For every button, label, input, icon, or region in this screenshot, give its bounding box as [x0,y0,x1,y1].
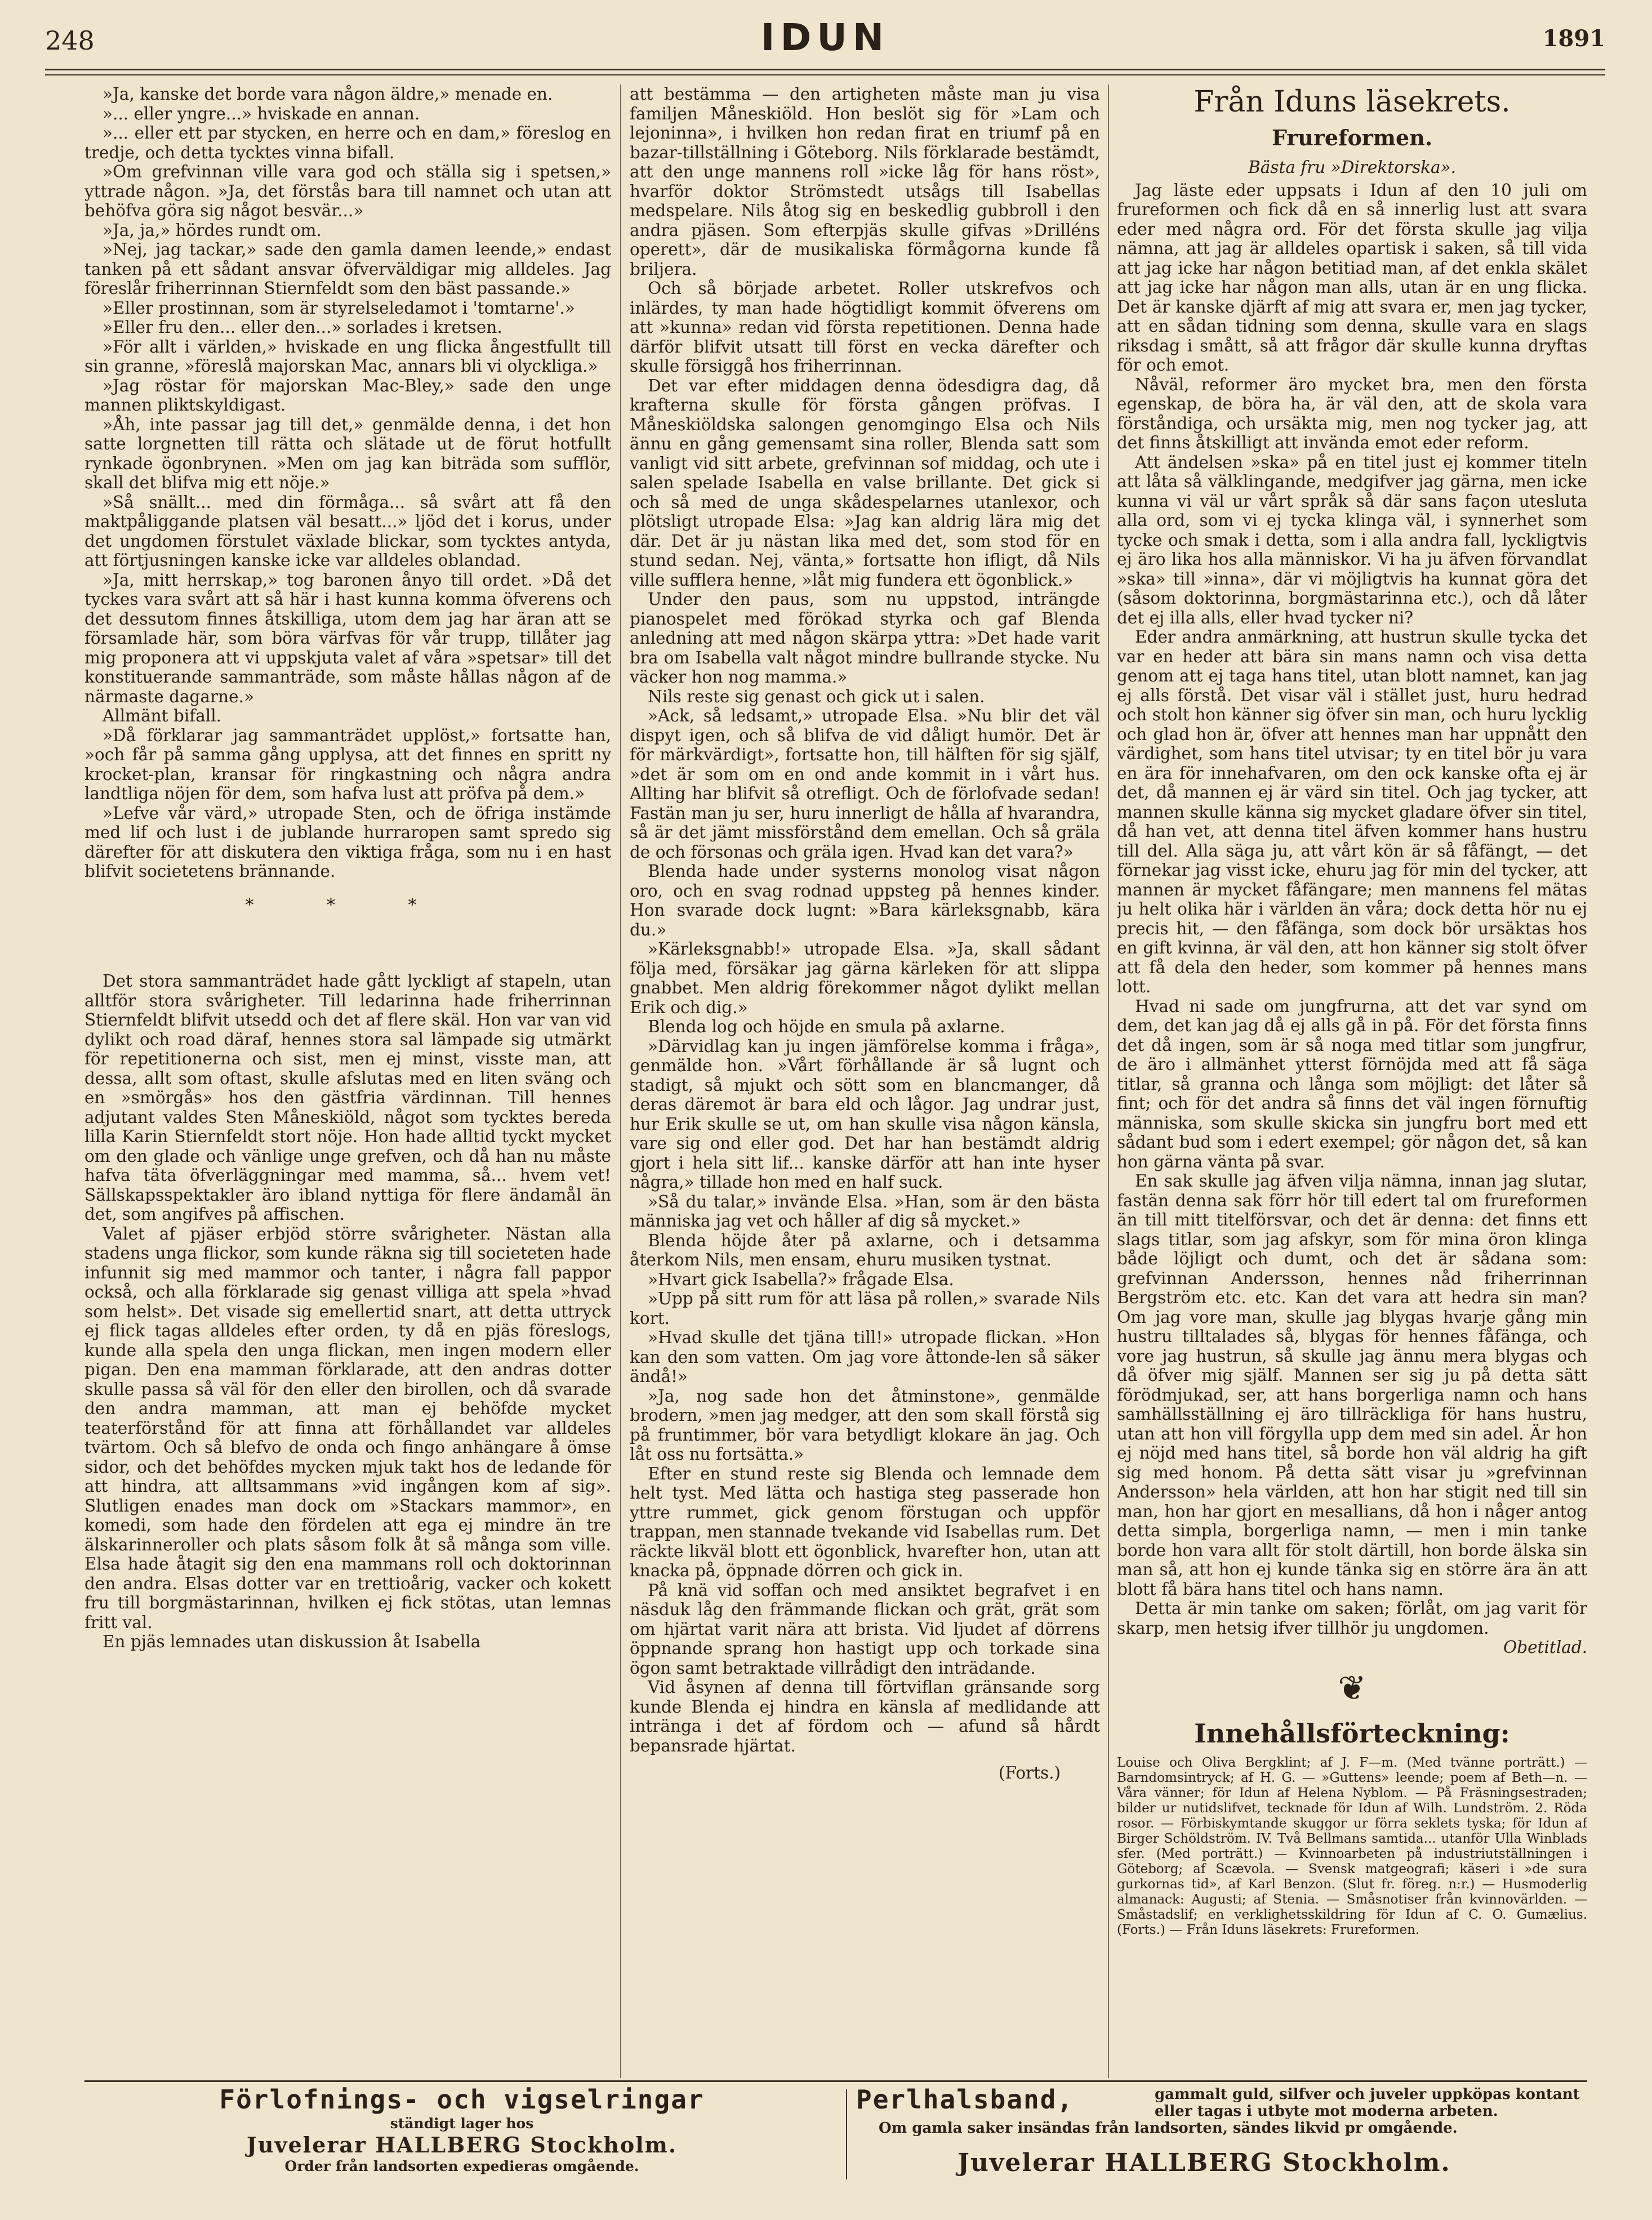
letter-salutation: Bästa fru »Direktorska». [1248,158,1456,177]
paragraph: Blenda hade under systerns monolog visat någon oro, och en svag rodnad uppsteg på hennes kinder. Hon svarade dock lugnt: »Bara kärleksgnabb, kära du.» [630,862,1100,939]
ad-rings-note: Order från landsorten expedieras omgående. [284,2158,639,2174]
ad-rings [84,2084,839,2185]
paragraph: Eder andra anmärkning, att hustrun skulle tycka det var en heder att bära sin mans namn och visa detta genom att ej taga hans titel, utan blott namnet, kan jag ej alls förstå. Det visar väl i stället just, huru hedrad och stolt hon känner sig öfver sin man, och huru lycklig och glad hon är, öfver att hennes man har uppnått den värdighet, som hans titel utvisar; ty en titel bör ju vara en ära för innehafvaren, om den ock kanske ofta ej är det, då mannen ej är värd sin titel. Och jag tycker, att mannen skulle känna sig mycket gladare öfver sin titel, då han vet, att denna titel äfven kommer hans hustru till del. Alla säga ju, att vårt kön är så fåfängt, — det förnekar jag visst icke, ehuru jag för min del tycker, att mannen är mycket fåfängare; men mannens fel mätas ju helt olika här i världen än våra; dock detta hör nu ej precis hit, — den fåfänga, som dock bör ursäktas hos en gift kvinna, är väl den, att hon känner sig stolt öfver att få dela den heder, som kommer på hennes mans lott. [1117,627,1587,996]
paragraph: En sak skulle jag äfven vilja nämna, innan jag slutar, fastän denna sak förr hör till edert tal om frureformen än till mitt titelförsvar, och det är denna: det finns ett slags titlar, som jag afskyr, som för mina öron klinga både löjligt och dumt, och det är sådana som: grefvinnan Andersson, hennes nåd friherrinnan Bergström etc. etc. Kan det vara att hedra sin man? Om jag vore man, skulle jag blygas hvarje gång min hustru tilltalades så, blygas för hennes fåfänga, och vore jag hustrun, så skulle jag ännu mera blygas och då öfver mig själf. Mannen ser sig ju på detta sätt förödmjukad, ser, att hans borgerliga namn och hans samhällsställning ej äro tillräckliga för hans hustru, utan att hon vill förgylla upp dem med sin adel. Är hon ej nöjd med hans titel, så borde hon väl aldrig ha gift sig med honom. På detta sätt visar ju »grefvinnan Andersson» hela världen, att hon har stigit ned till sin man, hon har gjort en mesallians, då hon i någer antog detta simpla, borgerliga namn, — men i min tanke borde hon vara allt för stolt därtill, hon borde älska sin man så, att hon ej kunde tänka sig en större ära än att blott få bära hans titel och hans namn. [1117,1171,1587,1599]
column-1 [84,84,611,2078]
paragraph: »Ack, så ledsamt,» utropade Elsa. »Nu blir det väl dispyt igen, och så blifva de vid dåligt humör. Det är för märkvärdigt», fortsatte hon, till hälften för sig själf, »det är som om en ond ande kommit in i vårt hus. Allting har blifvit så otrefligt. Och de förlofvade sedan! Fastän man ju ser, huru innerligt de hålla af hvarandra, så är det jämt missförstånd dem emellan. Och så gräla de och försonas och gräla igen. Hvad kan det vara?» [630,706,1100,862]
column-2 [630,84,1100,2078]
paragraph: Blenda log och höjde en smula på axlarne. [648,1017,1005,1036]
letter-signature: Obetitlad. [1503,1638,1587,1657]
column-divider-1 [620,84,621,2078]
paragraph: »Upp på sitt rum för att läsa på rollen,» svarade Nils kort. [630,1289,1100,1328]
paragraph: att bestämma — den artigheten måste man ju visa familjen Måneskiöld. Hon beslöt sig för »Lam och lejoninna», i hvilken hon redan firat en triumf på en bazar-tillställning i Göteborg. Nils förklarade bestämdt, att den unge mannens roll »icke låg för hans röst», hvarför doktor Strömstedt utsågs till Isabellas medspelare. Nils åtog sig en beskedlig gubbroll i den andra pjäsen. Som efterpjäs skulle gifvas »Drilléns operett», där de musikaliska förmågorna kunde få briljera. [630,84,1100,279]
paragraph: »Ja, nog sade hon det åtminstone», genmälde brodern, »men jag medger, att den som skall förstå sig på fruntimmer, bör vara betydligt klokare än jag. Och låt oss nu fortsätta.» [630,1386,1100,1464]
page-number: 248 [45,25,95,56]
paragraph: Det var efter middagen denna ödesdigra dag, då krafterna skulle för första gången pröfvas. I Måneskiöldska salongen genomgingo Elsa och Nils ännu en gång gemensamt sina roller, Blenda satt som vanligt vid sitt arbete, grefvinnan sof middag, och ute i salen spelade Isabella en valse brillante. Det gick si och så med de unga skådespelarnes utanlexor, och plötsligt utropade Elsa: »Jag kan aldrig lära mig det där. Det är ju nästan lika med det, som stod för en stund sedan. Nej, vänta,» fortsatte hon ifligt, då Nils ville sufflera henne, »låt mig fundera ett ögonblick.» [630,376,1100,590]
section-break-stars: * * * [245,895,451,915]
ad-pearls-note: Om gamla saker insändas från landsorten, sändes likvid pr omgående. [879,2120,1458,2137]
paragraph: Nils reste sig genast och gick ut i salen. [648,686,985,706]
ad-rings-jeweler: Juvelerar HALLBERG Stockholm. [246,2132,678,2157]
paragraph: Och så började arbetet. Roller utskrefvos och inlärdes, ty man hade högtidligt kommit öfverens om att »kunna» redan vid första repetitionen. Denna hade därför blifvit utsatt till först en vecka därefter och skulle försiggå hos friherrinnan. [630,279,1100,376]
ad-pearls-title: Perlhalsband, [856,2084,1074,2115]
paragraph: »För allt i världen,» hviskade en ung flicka ångestfullt till sin granne, »föreslå majorskan Mac, annars bli vi olyckliga.» [84,337,611,376]
contents-list: Louise och Oliva Bergklint; af J. F—m. (Med tvänne porträtt.) — Barndomsintryck; af H. G. — »Guttens» leende; poem af Beth—n. — Våra vänner; för Idun af Helena Nyblom. — På Fräsningsestraden; bilder ur nutidslifvet, tecknade för Idun af Wilh. Lundström. 2. Röda rosor. — Förbiskymtande skuggor ur förra seklets tyska; för Idun af Birger Schöldström. IV. Två Bellmans samtida... utanför Ulla Winblads sfer. (Med porträtt.) — Kvinnoarbeten på industriutställningen i Göteborg; af Scævola. — Svensk matgeografi; käseri i »de sura gurkornas tid», af Karl Benzon. (Slut fr. föreg. n:r.) — Husmoderlig almanack: Augusti; af Stenia. — Småsnotiser från kvinnovärlden. — Småstadslif; en verklighetsskildring för Idun af C. O. Gumælius. (Forts.) — Från Iduns läsekrets: Frureformen. [1117,1755,1587,1937]
paragraph: Det stora sammanträdet hade gått lyckligt af stapeln, utan alltför stora svårigheter. Till ledarinna hade friherrinnan Stiernfeldt blifvit utsedd och det af flere skäl. Hon var van vid dylikt och road däraf, hennes stora sal lämpade sig utmärkt för repetitionerna och sist, men ej minst, visste man, att dessa, allt som oftast, skulle afslutas med en liten sväng och en »smörgås» hos den gästfria värdinnan. Till hennes adjutant valdes Sten Måneskiöld, något som tycktes bereda lilla Karin Stiernfeldt stort nöje. Hon hade alltid tyckt mycket om den glade och vänlige unge grefven, och då han nu måste hafva täta öfverläggningar med mamma, så... hvem vet! Sällskapsspektakler äro ibland nyttiga för flere ändamål än det, som angifves på affischen. [84,971,611,1224]
paragraph: »Så du talar,» invände Elsa. »Han, som är den bästa människa jag vet och håller af dig så mycket.» [630,1192,1100,1231]
year-label: 1891 [1542,25,1605,52]
paragraph: »Ja, mitt herrskap,» tog baronen ånyo till ordet. »Då det tyckes vara svårt att så här i hast kunna komma öfverens och det dessutom finnes åtskilliga, utom dem jag har äran att se församlade här, som böra värfvas för vår trupp, tillåter jag mig proponera att vi uppskjuta valet af våra »spetsar» till det konstituerande sammanträde, som måste hållas någon af de närmaste dagarne.» [84,570,611,706]
paragraph: »Kärleksgnabb!» utropade Elsa. »Ja, skall sådant följa med, försäkar jag gärna kärleken för att slippa gnabbet. Men aldrig förekommer något dylikt mellan Erik och dig.» [630,939,1100,1017]
paragraph: »Så snällt... med din förmåga... så svårt att få den maktpåliggande platsen väl besatt...» ljöd det i korus, under det ungdomen förstulet växlade blickar, som tycktes antyda, att förtjusningen kanske icke var alldeles oblandad. [84,492,611,570]
ad-divider [846,2089,847,2179]
paragraph: »Då förklarar jag sammanträdet upplöst,» fortsatte han, »och får på samma gång upplysa, att det finnes en spritt ny krocket-plan, kransar för ringkastning och några andra landtliga nöjen för dem, som hafva lust att pröfva på dem.» [84,725,611,803]
paragraph: Nåväl, reformer äro mycket bra, men den första egenskap, de böra ha, är väl den, att de skola vara förståndiga, och ursäkta mig, men nog tycker jag, att det finns åtskilligt att invända emot eder reform. [1117,375,1587,452]
paragraph: »Jag röstar för majorskan Mac-Bley,» sade den unge mannen pliktskyldigast. [84,376,611,414]
ad-pearls [856,2084,1587,2185]
paragraph: »Nej, jag tackar,» sade den gamla damen leende,» endast tanken på ett sådant ansvar öfverväldigar mig alldeles. Jag föreslår friherrinnan Stiernfeldt som den bäst passande.» [84,240,611,298]
ad-rings-title: Förlofnings- och vigselringar [219,2084,705,2115]
column-divider-2 [1108,84,1109,2078]
paragraph: »... eller yngre...» hviskade en annan. [103,104,420,123]
contents-title: Innehållsförteckning: [1194,1718,1510,1749]
paragraph: »Lefve vår värd,» utropade Sten, och de öfriga instämde med lif och lust i de jublande hurraropen samt spredo sig därefter för att diskutera den viktiga fråga, som nu i en hast blifvit societetens brännande. [84,803,611,881]
fleuron-icon: ❦ [1338,1668,1366,1708]
continued-note: (Forts.) [998,1763,1061,1782]
paragraph: »Ja, kanske det borde vara någon äldre,» menade en. [103,84,553,104]
ads-rule [84,2080,1587,2082]
advertisement-strip [84,2084,1587,2185]
paragraph: Efter en stund reste sig Blenda och lemnade dem helt tyst. Med lätta och hastiga steg passerade hon yttre rummet, gick genom förstugan och uppför trappan, men stannade tvekande vid Isabellas rum. Det räckte likväl blott ett ögonblick, hvarefter hon, utan att knacka på, öppnade dörren och gick in. [630,1464,1100,1580]
column-3 [1117,84,1587,2078]
paragraph: Jag läste eder uppsats i Idun af den 10 juli om frureformen och fick då en så innerlig lust att svara eder med några ord. För det första skulle jag vilja nämna, att jag är alldeles opartisk i saken, så till vida att jag icke har någon betitiad man, af det enkla skälet att jag icke har någon man alls, utan är en ung flicka. Det är kanske djärft af mig att svara er, men jag tycker, att en sådan tidning som denna, skulle vara en slags riksdag i smått, så att frågor där skulle kunna dryftas för och emot. [1117,180,1587,375]
paragraph: Att ändelsen »ska» på en titel just ej kommer titeln att låta så välklingande, medgifver jag gärna, men icke kunna vi väl ur vårt språk så där sans façon utesluta alla ord, som vi ej tycka klinga väl, i synnerhet som tycke och smak i detta, som i alla andra fall, lyckligtvis ej äro lika hos alla människor. Vi ha ju äfven förvandlat »ska» till »inna», där vi möjligtvis ha kunnat göra det (såsom doktorinna, borgmästarinna etc.), och då låter det ej illa alls, eller hvad tycker ni? [1117,452,1587,627]
section-subtitle: Frureformen. [1271,125,1433,150]
section-title: Från Iduns läsekrets. [1194,85,1511,119]
paragraph: Under den paus, som nu uppstod, inträngde pianospelet med förökad styrka och gaf Blenda anledning att med någon skärpa yttra: »Det hade varit bra om Isabella valt något mindre bullrande stycke. Nu väcker hon nog mamma.» [630,590,1100,686]
masthead-title: IDUN [760,16,890,59]
ad-rings-subtitle: ständigt lager hos [390,2115,534,2132]
paragraph: Blenda höjde åter på axlarne, och i detsamma återkom Nils, men ensam, ehuru musiken tystnat. [630,1231,1100,1269]
paragraph: »Eller prostinnan, som är styrelseledamot i 'tomtarne'.» [103,298,575,318]
ad-pearls-text: gammalt guld, silfver och juveler uppköpas kontant eller tagas i utbyte mot moderna arbeten. [1155,2086,1580,2120]
paragraph: Vid åsynen af denna till förtviflan gränsande sorg kunde Blenda ej hindra en känsla af medlidande att intränga i det af fördom och — afund så hårdt bepansrade hjärtat. [630,1678,1100,1755]
paragraph: En pjäs lemnades utan diskussion åt Isabella [103,1632,481,1651]
paragraph: »... eller ett par stycken, en herre och en dam,» föreslog en tredje, och detta tycktes vinna bifall. [84,123,611,162]
paragraph: »Hvad skulle det tjäna till!» utropade flickan. »Hon kan den som vatten. Om jag vore åttonde-len så säker ändå!» [630,1328,1100,1386]
paragraph: Hvad ni sade om jungfrurna, att det var synd om dem, det kan jag då ej alls gå in på. För det första finns det då ingen, som är så noga med titlar som jungfrur, de äro i allmänhet ytterst förnöjda med att få säga titlar, så granna och långa som möjligt: det låter så fint; och för det andra så finns det väl ingen förnuftig människa, som skulle skicka sin jungfru bort med ett sådant bud som i edert exempel; gör någon det, så kan hon gärna vänta på svar. [1117,996,1587,1171]
paragraph: »Åh, inte passar jag till det,» genmälde denna, i det hon satte lorgnetten till rätta och slätade ut de förut hotfullt rynkade ögonbrynen. »Men om jag kan biträda som sufflör, skall det blifva mig ett nöje.» [84,414,611,492]
paragraph: »Om grefvinnan ville vara god och ställa sig i spetsen,» yttrade någon. »Ja, det förstås bara till namnet och utan att behöfva göra sig något besvär...» [84,162,611,220]
paragraph: »Eller fru den... eller den...» sorlades i kretsen. [103,318,502,337]
paragraph: Valet af pjäser erbjöd större svårigheter. Nästan alla stadens unga flickor, som kunde räkna sig till societeten hade infunnit sig med mammor och tanter, i några fall pappor också, och alla förklarade sig genast villiga att spela »hvad som helst». Det visade sig emellertid snart, att detta uttryck ej flick tagas alldeles efter orden, ty då en pjäs föreslogs, kunde alla spela den unga flickan, men ingen modern eller pigan. Den ena mamman förklarade, att den andras dotter skulle passa så väl för den eller den birollen, och då svarade den andra mamman, att man ej behöfde mycket teaterförstånd för att finna att förhållandet var alldeles tvärtom. Och så blefvo de onda och fingo anhängare å ömse sidor, och det behöfdes mycken mjuk takt hos de ledande för att hindra, att alltsammans »vid ingången kom af sig». Slutligen enades man dock om »Stackars mammor», en komedi, som hade den fördelen att ega ej mindre än tre älskarinneroller och plats såsom folk åt så många som ville. Elsa hade åtagit sig den ena mammans roll och doktorinnan den andra. Elsas dotter var en trettioårig, vacker och kokett fru till borgmästarinnan, hvilken ej fick stötas, utan lemnas fritt val. [84,1224,611,1632]
paragraph: »Ja, ja,» hördes rundt om. [103,220,322,240]
header-rule-top [45,69,1605,70]
page-header [45,11,1605,84]
paragraph: På knä vid soffan och med ansiktet begrafvet i en näsduk låg den främmande flickan och grät, grät som om hjärtat varit nära att brista. Vid ljudet af dörrens öppnande sprang hon hastigt upp och torkade sina ögon samt betraktade villrådigt den inträdande. [630,1580,1100,1678]
header-rule-bottom [45,74,1605,75]
paragraph: Allmänt bifall. [103,706,222,725]
paragraph: »Därvidlag kan ju ingen jämförelse komma i fråga», genmälde hon. »Vårt förhållande är så lugnt och stadigt, så mjukt och sött som en blancmanger, då deras däremot är bara eld och lågor. Jag undrar just, hur Erik skulle se ut, om han skulle visa någon känsla, vare sig ond eller god. Det har han bestämdt aldrig gjort i hela sitt lif... kanske därför att han inte hyser några,» tillade hon med en half suck. [630,1036,1100,1192]
paragraph: »Hvart gick Isabella?» frågade Elsa. [648,1269,954,1289]
ad-pearls-jeweler: Juvelerar HALLBERG Stockholm. [958,2148,1451,2177]
paragraph: Detta är min tanke om saken; förlåt, om jag varit för skarp, men hetsig ifver tillhör ju ungdomen. [1117,1599,1587,1638]
